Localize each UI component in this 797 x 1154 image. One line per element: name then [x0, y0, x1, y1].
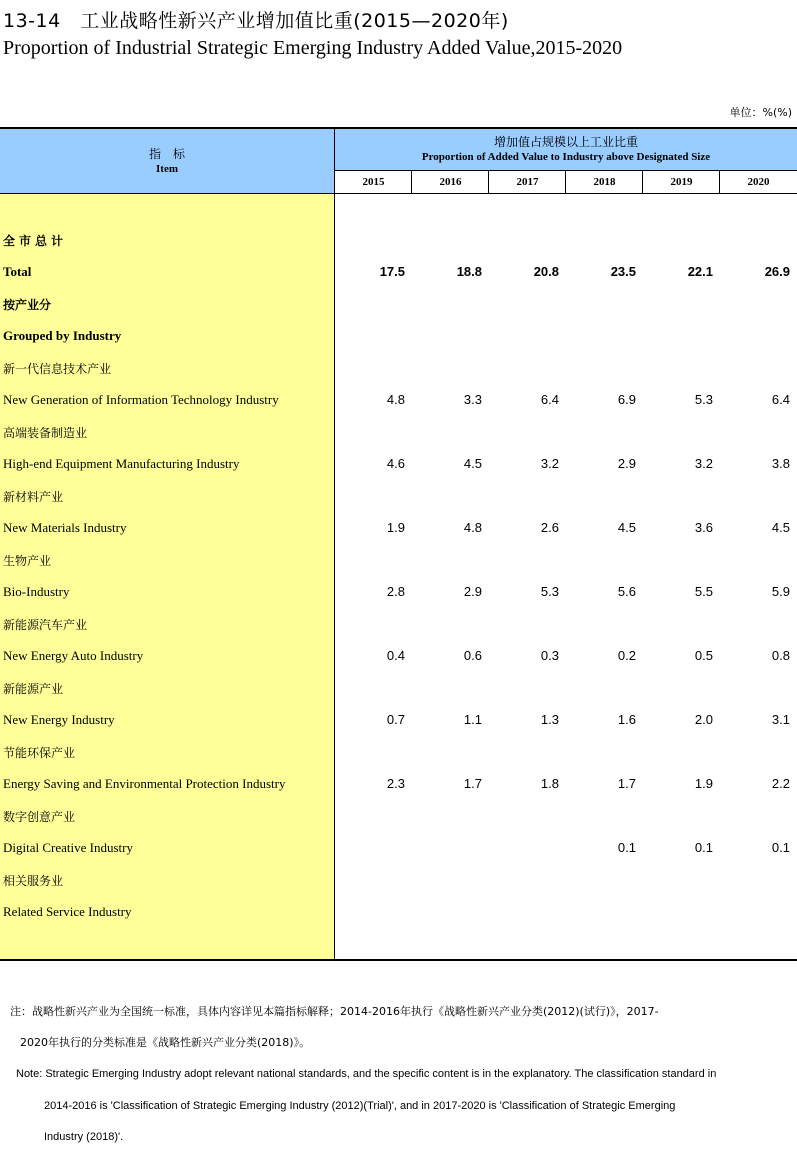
row-label: Digital Creative Industry: [3, 840, 133, 855]
row-label: High-end Equipment Manufacturing Industry: [3, 456, 240, 471]
value-cell: 2.9: [617, 456, 636, 471]
row-label: 相关服务业: [3, 874, 64, 888]
value-cell: 3.2: [694, 456, 713, 471]
value-cell: 20.8: [533, 264, 559, 279]
year-header: 2019: [670, 176, 693, 188]
row-label: 高端装备制造业: [3, 426, 88, 440]
note-en-line-3: Industry (2018)'.: [44, 1131, 124, 1143]
value-cell: 1.7: [617, 776, 636, 791]
table-row: [0, 385, 797, 417]
row-label: Grouped by Industry: [3, 328, 122, 343]
row-label: New Energy Industry: [3, 712, 115, 727]
table-row: [0, 833, 797, 865]
value-cell: 5.6: [617, 584, 636, 599]
value-cell: 4.8: [463, 520, 482, 535]
value-cell: 22.1: [687, 264, 713, 279]
row-label: 节能环保产业: [3, 746, 76, 760]
value-cell: 5.3: [540, 584, 559, 599]
table-row: [0, 865, 797, 897]
row-label: 生物产业: [3, 554, 52, 568]
row-label: Bio-Industry: [3, 584, 70, 599]
unit-label: 单位：%(%): [729, 106, 792, 119]
table-row: [0, 481, 797, 513]
year-header: 2017: [516, 176, 539, 188]
value-cell: 1.7: [463, 776, 482, 791]
value-cell: 1.9: [694, 776, 713, 791]
table-row: [0, 705, 797, 737]
value-cell: 17.5: [379, 264, 405, 279]
item-header-en: Item: [156, 163, 178, 175]
value-cell: 5.9: [771, 584, 790, 599]
table-row: [0, 321, 797, 353]
table-row: [0, 737, 797, 769]
row-label: Energy Saving and Environmental Protection Industry: [3, 776, 286, 791]
top-rule: [0, 127, 797, 129]
table-title-en: Proportion of Industrial Strategic Emerging Industry Added Value,2015-2020: [3, 37, 623, 59]
row-label: 按产业分: [3, 298, 52, 312]
note-en-line-2: 2014-2016 is 'Classification of Strategic Emerging Industry (2012)(Trial)', and in 2017-2020 is 'Classification of Strategic Emerging: [44, 1100, 676, 1112]
value-cell: 2.6: [540, 520, 559, 535]
value-cell: 3.8: [771, 456, 790, 471]
header-bottom-rule: [0, 193, 797, 194]
value-cell: 0.1: [694, 840, 713, 855]
value-cell: 2.0: [694, 712, 713, 727]
value-cell: 1.6: [617, 712, 636, 727]
table-row: [0, 353, 797, 385]
group-header-en: Proportion of Added Value to Industry above Designated Size: [421, 151, 711, 163]
table-row: [0, 225, 797, 257]
table-row: [0, 641, 797, 673]
value-cell: 26.9: [764, 264, 790, 279]
value-cell: 0.8: [771, 648, 790, 663]
value-cell: 1.3: [540, 712, 559, 727]
row-label: 全市总计: [3, 234, 68, 248]
table-title-cn: 13-14 工业战略性新兴产业增加值比重(2015—2020年): [3, 10, 509, 32]
row-label: 新一代信息技术产业: [3, 362, 112, 376]
value-cell: 0.2: [617, 648, 636, 663]
table-row: [0, 513, 797, 545]
table-row: [0, 673, 797, 705]
bottom-rule: [0, 959, 797, 961]
row-label: 新能源汽车产业: [3, 618, 88, 632]
group-header-cn: 增加值占规模以上工业比重: [493, 135, 638, 149]
table-row: [0, 897, 797, 929]
year-header: 2016: [439, 176, 462, 188]
value-cell: 2.2: [771, 776, 790, 791]
row-label: 新能源产业: [3, 682, 64, 696]
table-row: [0, 801, 797, 833]
row-label: Related Service Industry: [3, 904, 132, 919]
value-cell: 0.5: [694, 648, 713, 663]
value-cell: 6.4: [540, 392, 559, 407]
value-cell: 4.6: [386, 456, 405, 471]
value-cell: 0.7: [386, 712, 405, 727]
table-row: [0, 449, 797, 481]
value-cell: 1.8: [540, 776, 559, 791]
table-row: [0, 417, 797, 449]
table-row: [0, 257, 797, 289]
value-cell: 0.1: [771, 840, 790, 855]
value-cell: 1.1: [463, 712, 482, 727]
table-row: [0, 769, 797, 801]
year-header: 2020: [747, 176, 770, 188]
table-row: [0, 577, 797, 609]
value-cell: 1.9: [386, 520, 405, 535]
value-cell: 0.3: [540, 648, 559, 663]
value-cell: 2.8: [386, 584, 405, 599]
value-cell: 4.5: [771, 520, 790, 535]
note-en-line-1: Note: Strategic Emerging Industry adopt relevant national standards, and the specific content is in the explanatory. The classification standard in: [16, 1068, 717, 1080]
year-header: 2018: [593, 176, 616, 188]
value-cell: 4.8: [386, 392, 405, 407]
value-cell: 18.8: [456, 264, 482, 279]
row-label: New Generation of Information Technology Industry: [3, 392, 279, 407]
value-cell: 5.5: [694, 584, 713, 599]
value-cell: 4.5: [463, 456, 482, 471]
value-cell: 4.5: [617, 520, 636, 535]
value-cell: 3.3: [463, 392, 482, 407]
table-row: [0, 609, 797, 641]
row-label: 数字创意产业: [3, 810, 76, 824]
note-cn-line-1: 注：战略性新兴产业为全国统一标准，具体内容详见本篇指标解释；2014-2016年执行《战略性新兴产业分类(2012)(试行)》，2017-: [10, 1005, 659, 1018]
year-header: 2015: [362, 176, 385, 188]
row-label: New Energy Auto Industry: [3, 648, 144, 663]
table-row: [0, 289, 797, 321]
value-cell: 5.3: [694, 392, 713, 407]
header-divider: [335, 170, 797, 171]
value-cell: 0.6: [463, 648, 482, 663]
value-cell: 3.2: [540, 456, 559, 471]
value-cell: 0.4: [386, 648, 405, 663]
value-cell: 2.9: [463, 584, 482, 599]
item-header-cn: 指 标: [148, 147, 185, 161]
value-cell: 2.3: [386, 776, 405, 791]
value-cell: 0.1: [617, 840, 636, 855]
row-label: 新材料产业: [3, 490, 64, 504]
value-cell: 6.4: [771, 392, 790, 407]
row-label: Total: [3, 264, 32, 279]
note-cn-line-2: 2020年执行的分类标准是《战略性新兴产业分类(2018)》。: [20, 1036, 311, 1049]
value-cell: 3.1: [771, 712, 790, 727]
value-cell: 3.6: [694, 520, 713, 535]
row-label: New Materials Industry: [3, 520, 127, 535]
value-cell: 23.5: [610, 264, 636, 279]
value-cell: 6.9: [617, 392, 636, 407]
table-row: [0, 545, 797, 577]
